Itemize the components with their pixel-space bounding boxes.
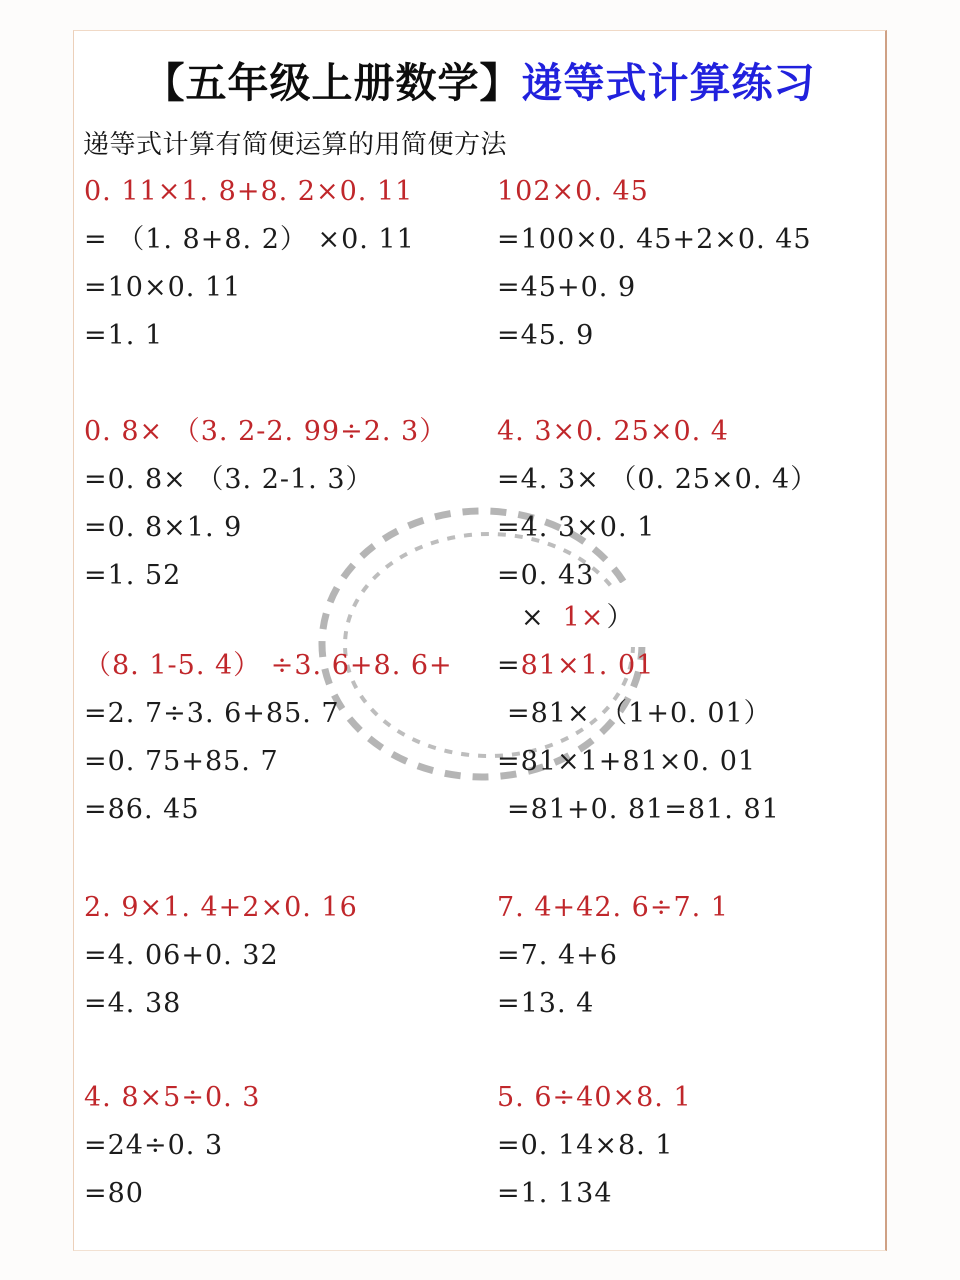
solution-step: =0. 8× （3. 2-1. 3）	[84, 464, 374, 495]
spacer-line	[84, 594, 489, 642]
solution-step: =1. 134	[497, 1178, 613, 1209]
problem-1-left	[84, 168, 489, 360]
solution-step: =1. 1	[84, 320, 164, 351]
problem-expression: 0. 8× （3. 2-2. 99÷2. 3）	[84, 416, 448, 447]
solution-step: =100×0. 45+2×0. 45	[497, 224, 812, 255]
problem-red-part: 81×1. 01	[520, 650, 655, 681]
problem-5-right	[497, 1074, 886, 1218]
solution-step: =10×0. 11	[84, 272, 242, 303]
problem-4-right	[497, 884, 886, 1028]
problem-expression: 102×0. 45	[497, 176, 649, 207]
solution-step: =4. 38	[84, 988, 182, 1019]
solution-step: =2. 7÷3. 6+85. 7	[84, 698, 340, 729]
solution-step: =0. 8×1. 9	[84, 512, 243, 543]
equals-sign: =	[497, 650, 521, 681]
problem-expression: （8. 1-5. 4） ÷3. 6+8. 6+	[84, 650, 453, 681]
problem-expression: 4. 3×0. 25×0. 4	[497, 416, 729, 447]
fragment-black: ）	[606, 602, 635, 633]
solution-step: =7. 4+6	[497, 940, 618, 971]
solution-step: =86. 45	[84, 794, 200, 825]
solution-step: =0. 75+85. 7	[84, 746, 279, 777]
problem-2-left	[84, 408, 489, 600]
solution-step: = （1. 8+8. 2） ×0. 11	[84, 224, 415, 255]
solution-step: =81× （1+0. 01）	[507, 698, 772, 729]
solution-step: =4. 3×0. 1	[497, 512, 656, 543]
solution-step: =0. 14×8. 1	[497, 1130, 674, 1161]
problem-3-left	[84, 594, 489, 834]
solution-step: =0. 43	[497, 560, 595, 591]
subtitle-note: 递等式计算有简便运算的用简便方法	[83, 130, 508, 160]
problem-expression: 0. 11×1. 8+8. 2×0. 11	[84, 176, 414, 207]
problem-expression: 4. 8×5÷0. 3	[84, 1082, 261, 1113]
solution-step: =80	[84, 1178, 144, 1209]
solution-step: =13. 4	[497, 988, 595, 1019]
problem-4-left	[84, 884, 489, 1028]
problem-3-right	[497, 594, 886, 834]
solution-step: =4. 06+0. 32	[84, 940, 279, 971]
solution-step: =45+0. 9	[497, 272, 637, 303]
solution-step: =24÷0. 3	[84, 1130, 224, 1161]
problem-expression: 2. 9×1. 4+2×0. 16	[84, 892, 358, 923]
problem-expression	[497, 642, 886, 690]
erased-text-fragment	[497, 594, 886, 642]
fragment-red: 1×	[562, 602, 605, 633]
problem-expression: 5. 6÷40×8. 1	[497, 1082, 692, 1113]
page-title	[73, 50, 886, 109]
solution-step: =81×1+81×0. 01	[497, 746, 757, 777]
solution-step: =81+0. 81=81. 81	[507, 794, 780, 825]
problem-2-right	[497, 408, 886, 600]
problem-expression: 7. 4+42. 6÷7. 1	[497, 892, 729, 923]
title-black-part: 【五年级上册数学】	[143, 59, 522, 107]
problem-5-left	[84, 1074, 489, 1218]
solution-step: =4. 3× （0. 25×0. 4）	[497, 464, 819, 495]
fragment-black: ×	[521, 602, 545, 633]
title-blue-part: 递等式计算练习	[521, 59, 816, 107]
problem-1-right	[497, 168, 886, 360]
solution-step: =1. 52	[84, 560, 182, 591]
solution-step: =45. 9	[497, 320, 595, 351]
